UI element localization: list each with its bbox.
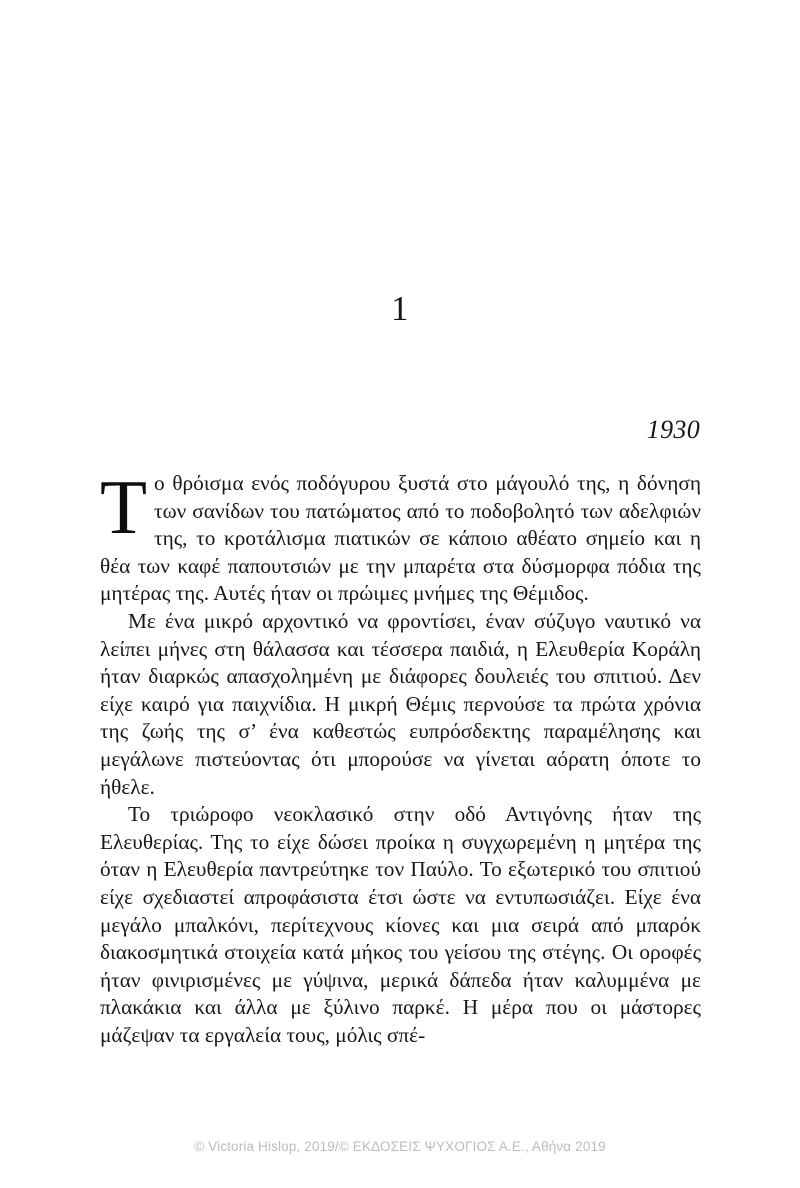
- paragraph-1-text: ο θρόισμα ενός ποδόγυρου ξυστά στο μάγουλό της, η δόνηση των σανίδων του πατώματος από το ποδοβολητό των αδελφιών της, το κροτάλισμα πιατικών σε κάποιο αθέατο σημείο και η θέα των καφέ παπουτσιών με την μπαρέτα στα δύσμορφα πόδια της μητέρας της. Αυτές ήταν οι πρώιμες μνήμες της Θέμιδος.: [100, 471, 701, 606]
- drop-cap-letter: Τ: [100, 464, 148, 550]
- paragraph-3: [100, 801, 701, 1049]
- chapter-number: 1: [391, 289, 409, 328]
- paragraph-3-text: Το τριώροφο νεοκλασικό στην οδό Αντιγόνης ήταν της Ελευθερίας. Της το είχε δώσει προίκα η συγχωρεμένη η μητέρα της όταν η Ελευθερία παντρεύτηκε τον Παύλο. Το εξωτερικό του σπιτιού είχε σχεδιαστεί απροφάσιστα έτσι ώστε να εντυπωσιάζει. Είχε ένα μεγάλο μπαλκόνι, περίτεχνους κίονες και μια σειρά από μπαρόκ διακοσμητικά στοιχεία κατά μήκος του γείσου της στέγης. Οι οροφές ήταν φινιρισμένες με γύψινα, μερικά δάπεδα ήταν καλυμμένα με πλακάκια και άλλα με ξύλινο παρκέ. Η μέρα που οι μάστορες μάζεψαν τα εργαλεία τους, μόλις σπέ-: [100, 802, 701, 1047]
- footer-copyright: © Victoria Hislop, 2019/© ΕΚΔΟΣΕΙΣ ΨΥΧΟΓΙΟΣ Α.Ε., Αθήνα 2019: [194, 1139, 606, 1154]
- paragraph-2: [100, 608, 701, 801]
- chapter-year: 1930: [646, 415, 700, 444]
- paragraph-1: [100, 464, 701, 608]
- body-text: [100, 464, 701, 1049]
- paragraph-2-text: Με ένα μικρό αρχοντικό να φροντίσει, έναν σύζυγο ναυτικό να λείπει μήνες στη θάλασσα και τέσσερα παιδιά, η Ελευθερία Κοράλη ήταν διαρκώς απασχολημένη με διάφορες δουλειές του σπιτιού. Δεν είχε καιρό για παιχνίδια. Η μικρή Θέμις περνούσε τα πρώτα χρόνια της ζωής της σ’ ένα καθεστώς ευπρόσδεκτης παραμέλησης και μεγάλωνε πιστεύοντας ότι μπορούσε να γίνεται αόρατη όποτε το ήθελε.: [100, 608, 701, 799]
